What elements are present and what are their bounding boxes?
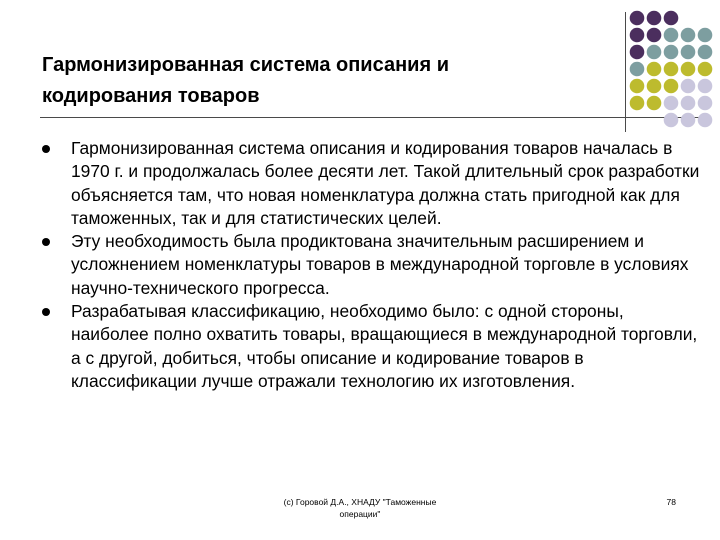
decorative-dot [664, 62, 679, 77]
decorative-dot [630, 11, 645, 26]
bullet-text: Разрабатывая классификацию, необходимо было: с одной стороны, наиболее полно охватить товары, вращающиеся в международной торговли, а с другой, добиться, чтобы описание и кодирование товаров в классификации лучше отражали технологию их изготовления. [71, 301, 698, 391]
decorative-dot [664, 28, 679, 43]
decorative-dot [647, 11, 662, 26]
footer-credit [240, 496, 480, 520]
decorative-dot [647, 45, 662, 60]
decorative-dot [698, 79, 713, 94]
bullet-icon [42, 308, 50, 316]
slide-title [42, 50, 602, 112]
page-number: 78 [666, 497, 676, 507]
bullet-item [40, 230, 700, 300]
decorative-dot [664, 11, 679, 26]
decorative-dot [681, 96, 696, 111]
decorative-dot [647, 96, 662, 111]
bullet-icon [42, 145, 50, 153]
decorative-dot [630, 79, 645, 94]
bullet-item [40, 137, 700, 230]
decorative-dot [664, 96, 679, 111]
vertical-rule [625, 12, 626, 132]
decorative-dot [647, 79, 662, 94]
slide-title-line-2: кодирования товаров [42, 85, 260, 107]
bullet-icon [42, 238, 50, 246]
decorative-dot [647, 62, 662, 77]
bullet-item [40, 300, 700, 393]
decorative-dot [681, 62, 696, 77]
decorative-dot [664, 113, 679, 128]
decorative-dot [698, 28, 713, 43]
decorative-dot [681, 79, 696, 94]
decorative-dot [630, 28, 645, 43]
decorative-dot [681, 28, 696, 43]
slide-title-line-1: Гармонизированная система описания и [42, 54, 449, 76]
title-underline-rule [40, 117, 702, 118]
decorative-dot [630, 45, 645, 60]
footer-credit-line-2: операции" [339, 509, 381, 519]
decorative-dot [630, 62, 645, 77]
decorative-dot [698, 45, 713, 60]
bullet-list [40, 137, 700, 393]
decorative-dot [698, 113, 713, 128]
decorative-dot [681, 45, 696, 60]
decorative-dot [647, 28, 662, 43]
footer-credit-line-1: (с) Горовой Д.А., ХНАДУ "Таможенные [283, 497, 437, 507]
bullet-text: Гармонизированная система описания и кодирования товаров началась в 1970 г. и продолжалась более десяти лет. Такой длительный срок разработки объясняется там, что новая номенклатура должна стать пригодной как для таможенных, так и для статистических целей. [71, 138, 700, 228]
decorative-dot [630, 96, 645, 111]
decorative-dot [664, 79, 679, 94]
decorative-dot [681, 113, 696, 128]
decorative-dot [664, 45, 679, 60]
decorative-dot [698, 62, 713, 77]
decorative-dot [698, 96, 713, 111]
bullet-text: Эту необходимость была продиктована значительным расширением и усложнением номенклатуры товаров в международной торговле в условиях научно-технического прогресса. [71, 231, 689, 298]
